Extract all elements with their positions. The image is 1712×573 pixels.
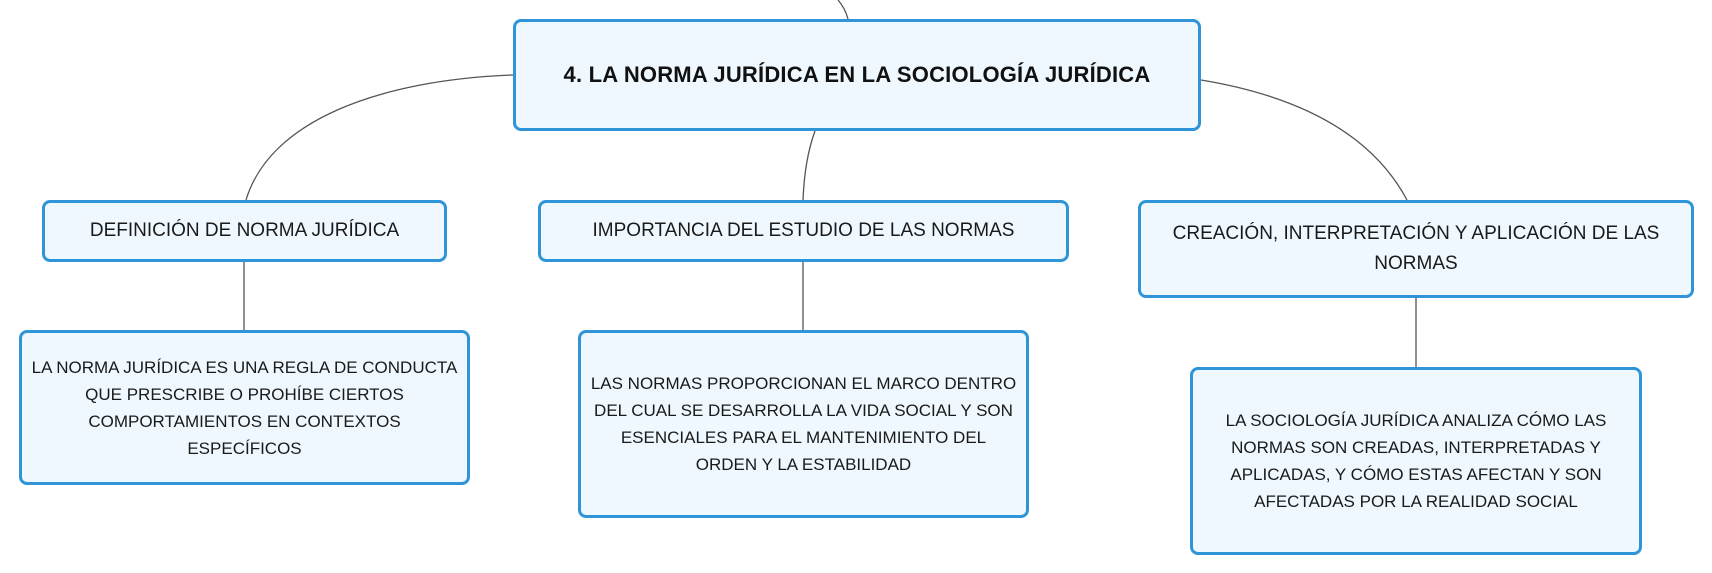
detail-node-importancia[interactable] [578, 330, 1029, 518]
connector-root-to-definicion [246, 75, 513, 200]
topic-label-creacion: CREACIÓN, INTERPRETACIÓN Y APLICACIÓN DE LAS NORMAS [1172, 223, 1660, 274]
detail-text-creacion: LA SOCIOLOGÍA JURÍDICA ANALIZA CÓMO LAS NORMAS SON CREADAS, INTERPRETADAS Y APLICADAS, Y CÓMO ESTAS AFECTAN Y SON AFECTADAS POR LA REALIDAD SOCIAL [1225, 411, 1607, 511]
detail-text-definicion: LA NORMA JURÍDICA ES UNA REGLA DE CONDUCTA QUE PRESCRIBE O PROHÍBE CIERTOS COMPORTAMIENTOS EN CONTEXTOS ESPECÍFICOS [31, 357, 458, 458]
detail-text-importancia: LAS NORMAS PROPORCIONAN EL MARCO DENTRO DEL CUAL SE DESARROLLA LA VIDA SOCIAL Y SON ESENCIALES PARA EL MANTENIMIENTO DEL ORDEN Y LA ESTABILIDAD [590, 374, 1017, 474]
connector-root-to-importancia [803, 131, 815, 200]
detail-node-definicion[interactable] [19, 330, 470, 485]
connector-root-to-creacion [1201, 80, 1407, 200]
topic-node-definicion[interactable] [42, 200, 447, 262]
topic-node-creacion[interactable] [1138, 200, 1694, 298]
central-topic-label: 4. LA NORMA JURÍDICA EN LA SOCIOLOGÍA JURÍDICA [563, 62, 1151, 87]
central-topic-node[interactable] [513, 19, 1201, 131]
detail-node-creacion[interactable] [1190, 367, 1642, 555]
topic-label-definicion: DEFINICIÓN DE NORMA JURÍDICA [89, 220, 400, 241]
topic-node-importancia[interactable] [538, 200, 1069, 262]
topic-label-importancia: IMPORTANCIA DEL ESTUDIO DE LAS NORMAS [592, 220, 1015, 241]
connector-parent-incoming [838, 0, 848, 19]
